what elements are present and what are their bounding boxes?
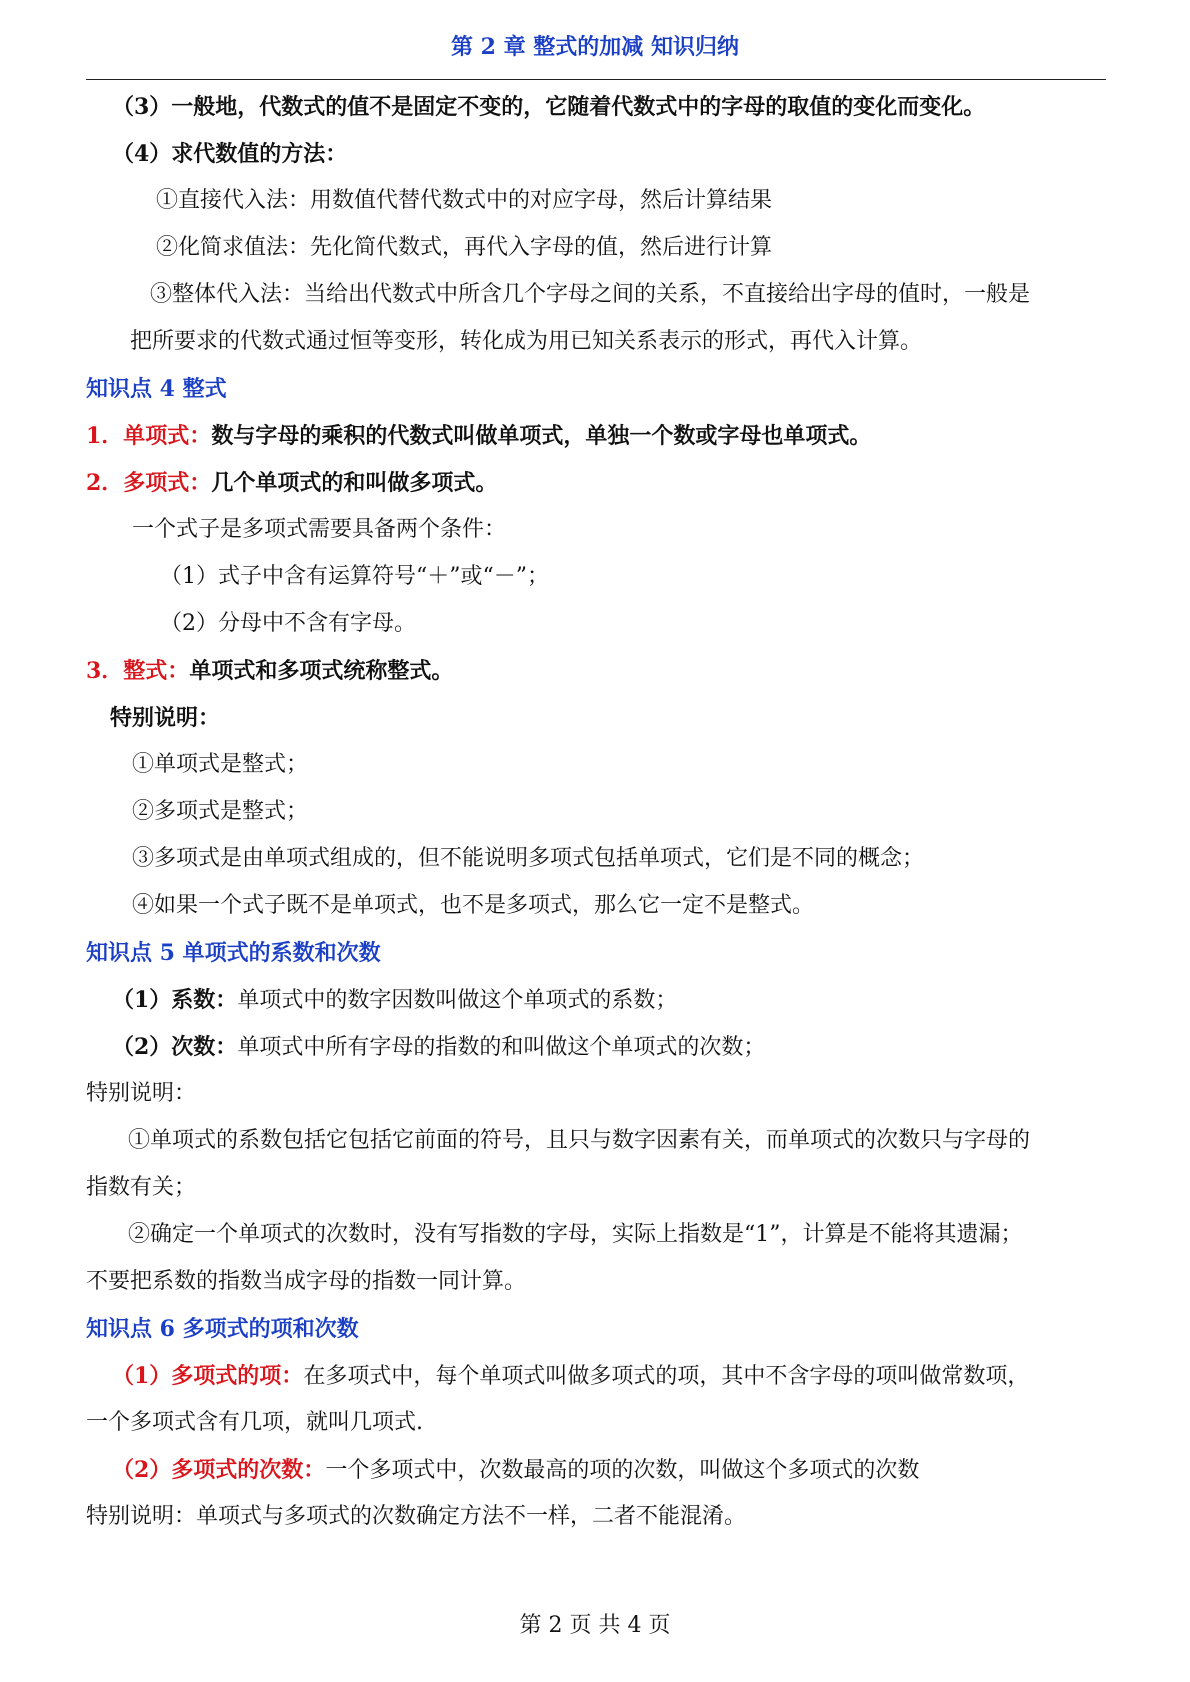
k4-note-4: ④如果一个式子既不是单项式，也不是多项式，那么它一定不是整式。 — [132, 893, 815, 918]
section-title-k6: 知识点 6 多项式的项和次数 — [86, 1316, 359, 1342]
k5-item-2-text: 单项式中所有字母的指数的和叫做这个单项式的次数； — [237, 1035, 766, 1060]
section-title-k4: 知识点 4 整式 — [86, 376, 227, 402]
k5-item-1-text: 单项式中的数字因数叫做这个单项式的系数； — [237, 988, 678, 1013]
k4-item-2-text: 几个单项式的和叫做多项式。 — [211, 470, 498, 496]
k5-item-2-label: （2）次数： — [112, 1034, 238, 1060]
page-number: 第 2 页 共 4 页 — [519, 1613, 671, 1638]
k4-cond-1: （1）式子中含有运算符号“＋”或“－”； — [160, 564, 549, 589]
k5-note-1-cont: 指数有关； — [86, 1175, 197, 1200]
k6-item-1 — [112, 1361, 1029, 1392]
k4-item-1-label: 1．单项式： — [86, 423, 212, 449]
k5-note-1: ①单项式的系数包括它包括它前面的符号，且只与数字因素有关，而单项式的次数只与字母的 — [128, 1128, 1031, 1153]
k4-item-3-label: 3．整式： — [86, 658, 190, 684]
point-3: （3）一般地，代数式的值不是固定不变的，它随着代数式中的字母的取值的变化而变化。 — [112, 94, 986, 120]
k4-note-1: ①单项式是整式； — [132, 752, 309, 777]
k4-note-3: ③多项式是由单项式组成的，但不能说明多项式包括单项式，它们是不同的概念； — [132, 846, 925, 871]
k5-item-1-label: （1）系数： — [112, 987, 238, 1013]
k6-note: 特别说明：单项式与多项式的次数确定方法不一样，二者不能混淆。 — [86, 1504, 747, 1529]
k6-item-1-cont: 一个多项式含有几项，就叫几项式. — [86, 1410, 423, 1435]
k4-item-1-text: 数与字母的乘积的代数式叫做单项式，单独一个数或字母也单项式。 — [211, 423, 872, 449]
k4-item-2-label: 2．多项式： — [86, 470, 212, 496]
k4-cond-2: （2）分母中不含有字母。 — [160, 611, 416, 636]
k6-item-2-text: 一个多项式中，次数最高的项的次数，叫做这个多项式的次数 — [325, 1458, 920, 1483]
k5-note-title: 特别说明： — [86, 1081, 197, 1106]
header-divider — [86, 79, 1106, 80]
method-2: ②化简求值法：先化简代数式，再代入字母的值，然后进行计算 — [156, 235, 773, 260]
k4-item-3-text: 单项式和多项式统称整式。 — [189, 658, 454, 684]
section-title-k5: 知识点 5 单项式的系数和次数 — [86, 940, 381, 966]
page-header-title: 第 2 章 整式的加减 知识归纳 — [451, 34, 739, 60]
k5-note-2: ②确定一个单项式的次数时，没有写指数的字母，实际上指数是“1”，计算是不能将其遗漏； — [128, 1222, 1023, 1247]
k4-cond-intro: 一个式子是多项式需要具备两个条件： — [132, 517, 507, 542]
k5-item-2 — [112, 1032, 765, 1063]
k5-note-2-cont: 不要把系数的指数当成字母的指数一同计算。 — [86, 1269, 527, 1294]
k4-item-2 — [86, 468, 497, 499]
k4-note-2: ②多项式是整式； — [132, 799, 309, 824]
point-4: （4）求代数值的方法： — [112, 141, 348, 167]
method-3-cont: 把所要求的代数式通过恒等变形，转化成为用已知关系表示的形式，再代入计算。 — [130, 329, 923, 354]
method-3: ③整体代入法：当给出代数式中所含几个字母之间的关系，不直接给出字母的值时，一般是 — [150, 282, 1031, 307]
k4-item-3 — [86, 656, 453, 687]
k6-item-2-label: （2）多项式的次数： — [112, 1457, 326, 1483]
k4-item-1 — [86, 421, 871, 452]
k6-item-1-text: 在多项式中，每个单项式叫做多项式的项，其中不含字母的项叫做常数项， — [303, 1364, 1030, 1389]
k4-note-title: 特别说明： — [110, 705, 221, 731]
k6-item-2 — [112, 1455, 919, 1486]
k6-item-1-label: （1）多项式的项： — [112, 1363, 304, 1389]
k5-item-1 — [112, 985, 677, 1016]
method-1: ①直接代入法：用数值代替代数式中的对应字母，然后计算结果 — [156, 188, 773, 213]
